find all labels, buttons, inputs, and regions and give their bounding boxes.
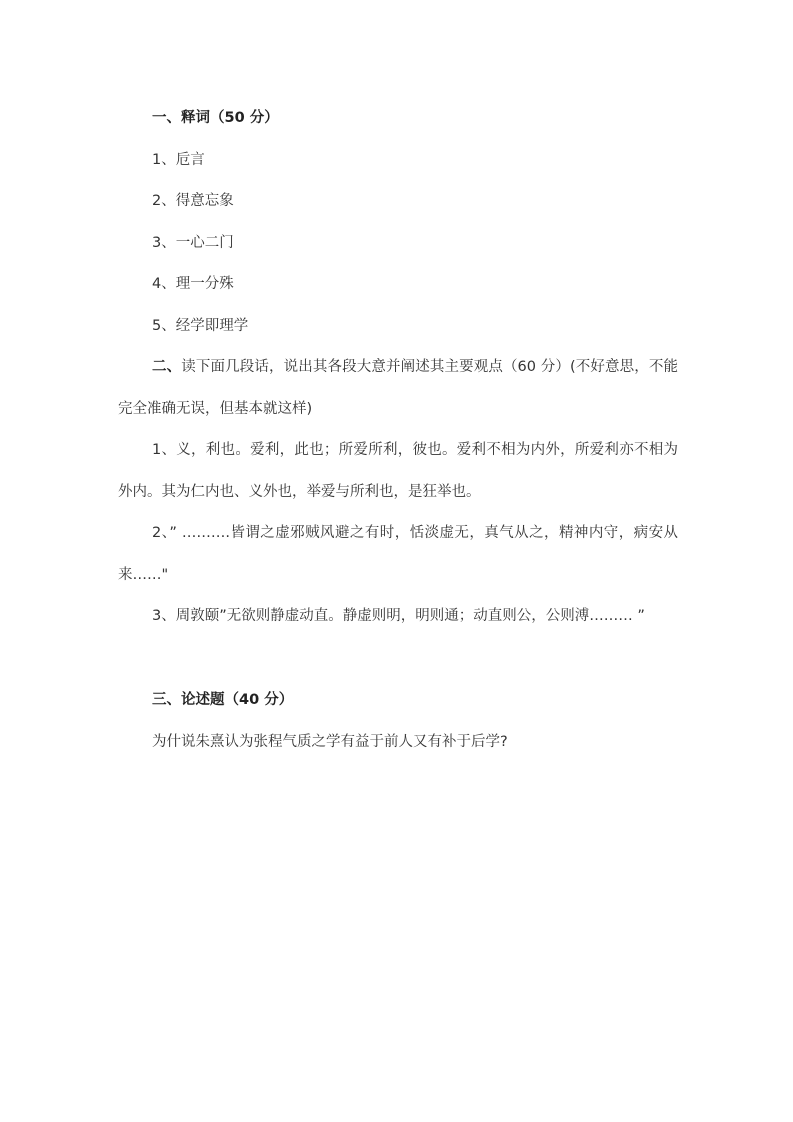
passage: 1、义，利也。爱利，此也；所爱所利，彼也。爱利不相为内外，所爱利亦不相为外内。其为仁内也、义外也，举爱与所利也，是狂举也。 bbox=[118, 442, 678, 500]
passage: 3、周敦颐”无欲则静虚动直。静虚则明，明则通；动直则公，公则溥……… ” bbox=[152, 608, 645, 624]
term-item: 3、一心二门 bbox=[152, 235, 234, 251]
essay-question: 为什说朱熹认为张程气质之学有益于前人又有补于后学? bbox=[152, 734, 508, 750]
passage: 2、” ……….皆谓之虚邪贼风避之有时，恬淡虚无，真气从之，精神内守，病安从来……" bbox=[118, 525, 678, 583]
section-2-title: 读下面几段话，说出其各段大意并阐述其主要观点（60 分）(不好意思，不能完全准确无误，但基本就这样) bbox=[118, 359, 679, 417]
section-3-heading: 三、论述题（40 分） bbox=[152, 692, 294, 708]
term-item: 4、理一分殊 bbox=[152, 276, 234, 292]
section-1-heading: 一、释词（50 分） bbox=[152, 110, 279, 126]
section-2-number: 二、 bbox=[152, 359, 182, 375]
section-2-heading bbox=[118, 347, 678, 430]
term-item: 5、经学即理学 bbox=[152, 318, 249, 334]
term-item: 1、卮言 bbox=[152, 152, 205, 168]
term-item: 2、得意忘象 bbox=[152, 193, 234, 209]
